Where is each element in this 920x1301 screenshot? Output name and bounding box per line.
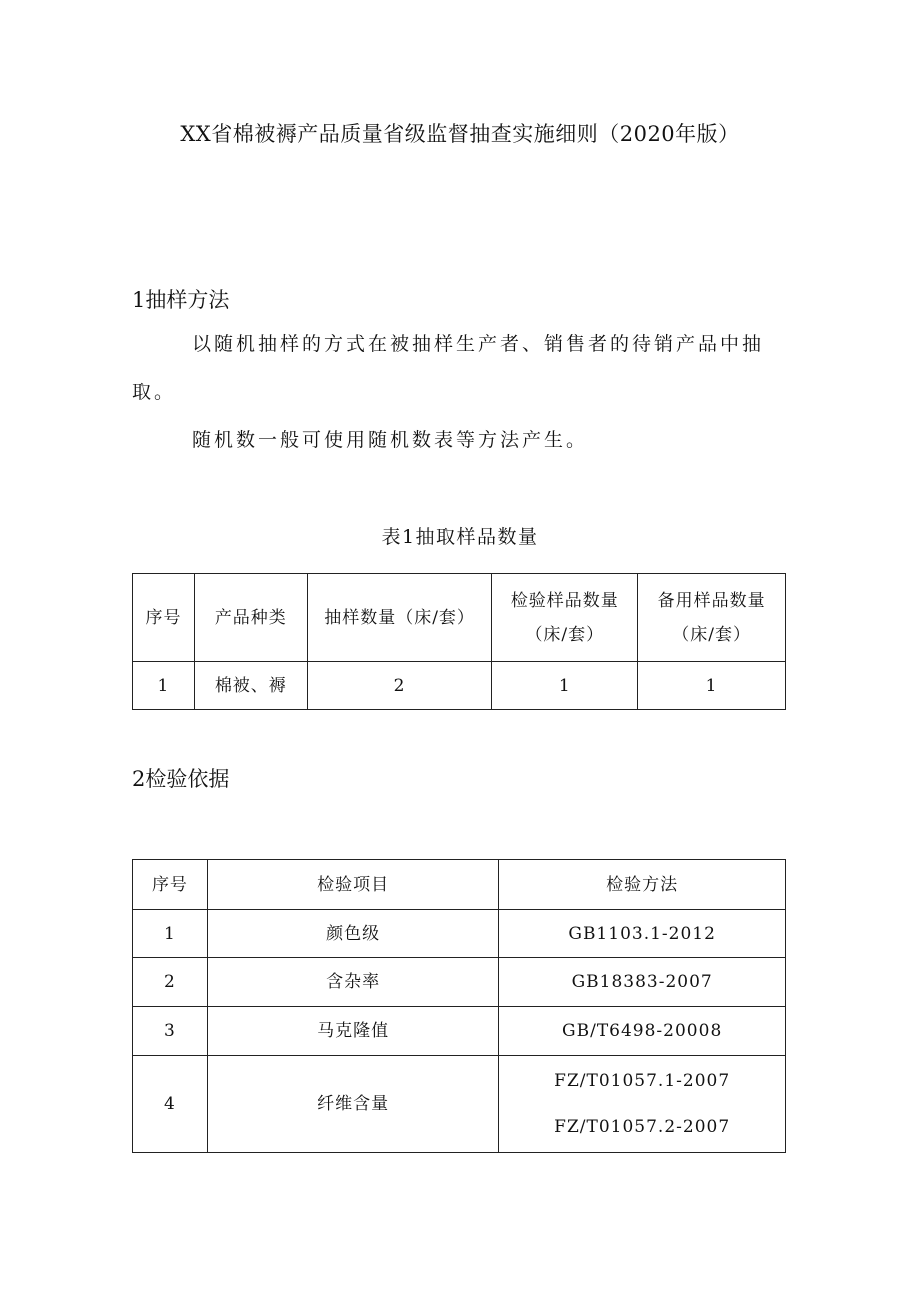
header-text: 备用样品数量	[657, 590, 766, 611]
section-heading-basis: 2检验依据	[132, 767, 230, 791]
table-header-row	[133, 860, 786, 910]
document-title: XX省棉被褥产品质量省级监督抽查实施细则（2020年版）	[180, 122, 740, 146]
table-cell: 棉被、褥	[194, 662, 307, 710]
table-cell: GB1103.1-2012	[499, 910, 786, 958]
table-cell: 1	[133, 662, 195, 710]
table-cell: 颜色级	[207, 910, 498, 958]
table-row	[133, 1056, 786, 1153]
header-cell: 序号	[133, 860, 208, 910]
inspection-basis-table	[132, 859, 786, 1153]
method-line: FZ/T01057.2-2007	[554, 1117, 731, 1137]
header-cell: 产品种类	[194, 574, 307, 662]
method-line: FZ/T01057.1-2007	[554, 1071, 731, 1091]
paragraph-random-number: 随机数一般可使用随机数表等方法产生。	[192, 429, 589, 451]
header-cell	[492, 574, 638, 662]
section-heading-sampling: 1抽样方法	[132, 288, 230, 312]
table-row	[133, 910, 786, 958]
table-row	[133, 662, 786, 710]
table-cell: GB/T6498-20008	[499, 1007, 786, 1056]
table-cell: 2	[307, 662, 492, 710]
table-cell: 1	[638, 662, 786, 710]
table-cell: 纤维含量	[207, 1056, 498, 1153]
header-cell: 检验方法	[499, 860, 786, 910]
table-cell: GB18383-2007	[499, 958, 786, 1007]
table-cell	[499, 1056, 786, 1153]
table-cell: 含杂率	[207, 958, 498, 1007]
table-cell: 1	[133, 910, 208, 958]
table-row	[133, 1007, 786, 1056]
header-text: 检验样品数量	[510, 590, 619, 611]
table-cell: 3	[133, 1007, 208, 1056]
sample-quantity-table	[132, 573, 786, 710]
header-cell: 抽样数量（床/套）	[307, 574, 492, 662]
table1-caption: 表1抽取样品数量	[381, 526, 539, 548]
table-row	[133, 958, 786, 1007]
header-cell: 序号	[133, 574, 195, 662]
table-cell: 4	[133, 1056, 208, 1153]
header-unit: （床/套）	[525, 624, 605, 645]
table-header-row	[133, 574, 786, 662]
table-cell: 2	[133, 958, 208, 1007]
header-cell: 检验项目	[207, 860, 498, 910]
table-cell: 1	[492, 662, 638, 710]
table-cell: 马克隆值	[207, 1007, 498, 1056]
header-cell	[638, 574, 786, 662]
header-unit: （床/套）	[672, 624, 751, 645]
paragraph-sampling-method: 以随机抽样的方式在被抽样生产者、销售者的待销产品中抽取。	[132, 333, 765, 403]
